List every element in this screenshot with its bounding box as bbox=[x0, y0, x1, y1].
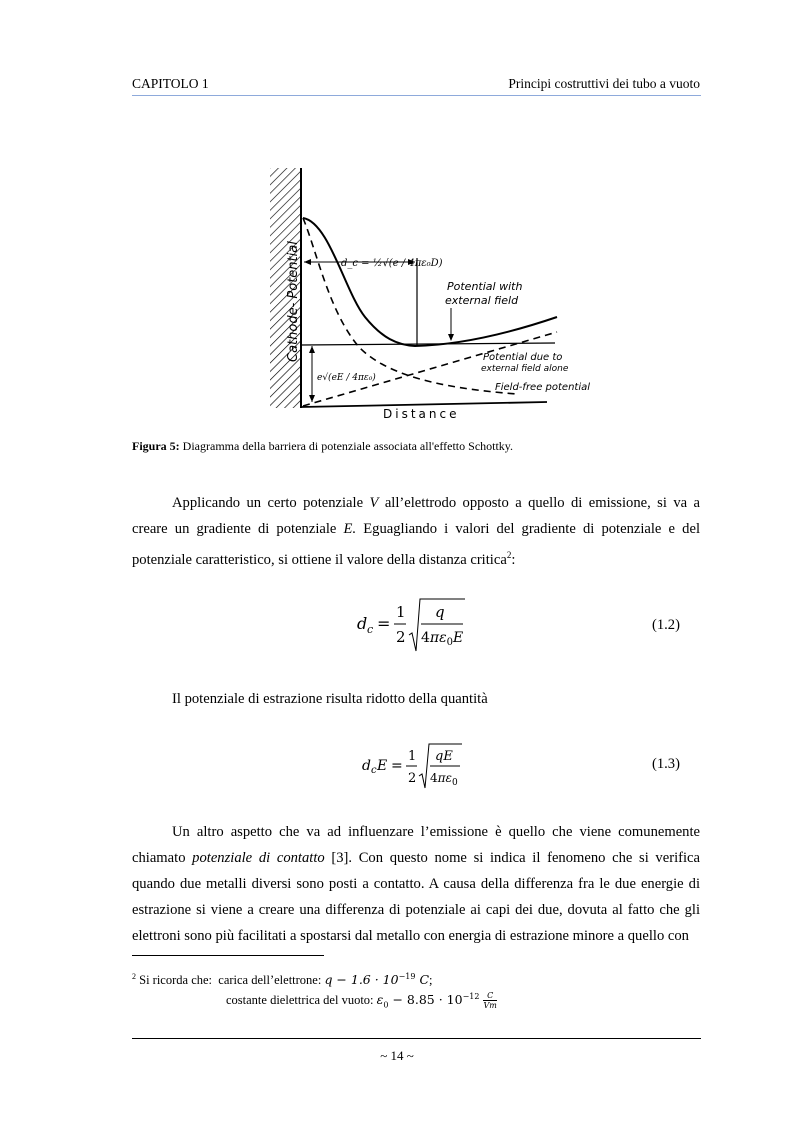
equation-1-2-number: (1.2) bbox=[652, 617, 680, 633]
footnote-ref[interactable]: 2 bbox=[506, 550, 512, 560]
svg-text:c: c bbox=[367, 623, 374, 636]
caption-label: Figura 5: bbox=[132, 439, 180, 453]
potential-with-field-label-1: Potential with bbox=[447, 280, 523, 293]
svg-text:E: E bbox=[377, 758, 388, 774]
svg-text:2: 2 bbox=[396, 628, 406, 646]
page-header bbox=[132, 76, 700, 96]
equation-1-3-number: (1.3) bbox=[652, 756, 680, 772]
schottky-barrier-figure bbox=[267, 162, 607, 424]
svg-text:=: = bbox=[391, 758, 403, 774]
potential-due-label-2: external field alone bbox=[481, 364, 569, 374]
barrier-label: e√(eE / 4πε₀) bbox=[317, 373, 376, 383]
footnote-number: 2 bbox=[132, 972, 136, 981]
svg-text:1: 1 bbox=[408, 749, 417, 764]
potential-with-field-label-2: external field bbox=[445, 294, 519, 307]
section-title: Principi costruttivi dei tubo a vuoto bbox=[508, 76, 700, 91]
svg-text:d: d bbox=[362, 758, 371, 774]
header-rule bbox=[132, 95, 701, 96]
paragraph-3: Un altro aspetto che va ad influenzare l’emissione è quello che viene comunemente chiamato potenziale di contatto [3]. Con questo nome si indica il fenomeno che si verifica quando due metalli diversi sono posti a contatto. A causa della differenza fra le due energie di estrazione si viene a creare una differenza di potenziale ai capi dei due, dovuta al fatto che gli elettroni sono più facilitati a spostarsi dal metallo con energia di estrazione minore a quello con bbox=[132, 824, 700, 944]
svg-text:qE: qE bbox=[435, 749, 453, 764]
equation-1-3 bbox=[360, 740, 470, 790]
caption-text: Diagramma della barriera di potenziale associata all'effetto Schottky. bbox=[179, 439, 514, 453]
svg-text:4πε0E: $4\pi\varepsilon_0E$ bbox=[421, 630, 464, 648]
figure-caption bbox=[132, 439, 513, 454]
svg-text:4πε0: $4\pi\varepsilon_0$ bbox=[430, 771, 458, 788]
electron-charge: $q - 1.6 \cdot 10^{-19}$ C bbox=[324, 972, 430, 988]
footer-rule bbox=[132, 1038, 701, 1039]
svg-text:q: q bbox=[435, 603, 445, 621]
page-number: ~ 14 ~ bbox=[380, 1048, 414, 1063]
svg-text:2: 2 bbox=[408, 771, 417, 786]
vacuum-permittivity: $\varepsilon_0 - 8.85 \cdot 10^{-12}$ $\frac{C}{Vm}$ bbox=[376, 991, 497, 1011]
field-free-label: Field-free potential bbox=[495, 382, 591, 393]
svg-text:d: d bbox=[357, 614, 368, 633]
svg-text:c: c bbox=[371, 765, 377, 776]
dc-label: d_c = ½√(e / 4πε₀D) bbox=[341, 258, 443, 269]
paragraph-2: Il potenziale di estrazione risulta ridotto della quantità bbox=[172, 691, 488, 707]
footnote: $^2$ Si ricorda che: carica dell’elettrone: $q - 1.6 \cdot 10^{-19}$ C; costante dielettrica del vuoto: $\varepsilon_0 - 8.85 \cdot 10^{-12}$ $\frac{C}{Vm}$ bbox=[132, 972, 497, 1011]
x-axis-label: Distance bbox=[383, 407, 460, 421]
paragraph-1: Applicando un certo potenziale V all’elettrodo opposto a quello di emissione, si va a creare un gradiente di potenziale E. Eguagliando i valori del gradiente di potenziale e del potenziale caratteristico, si ottiene il valore della distanza critica$^2$: bbox=[132, 495, 700, 568]
svg-text:1: 1 bbox=[396, 603, 406, 621]
potential-due-label-1: Potential due to bbox=[483, 352, 563, 363]
footnote-rule bbox=[132, 955, 324, 956]
y-axis-label: Cathode- Potential bbox=[286, 241, 301, 362]
svg-text:=: = bbox=[377, 614, 391, 633]
chapter-label: CAPITOLO 1 bbox=[132, 76, 209, 91]
equation-1-2 bbox=[355, 595, 475, 655]
